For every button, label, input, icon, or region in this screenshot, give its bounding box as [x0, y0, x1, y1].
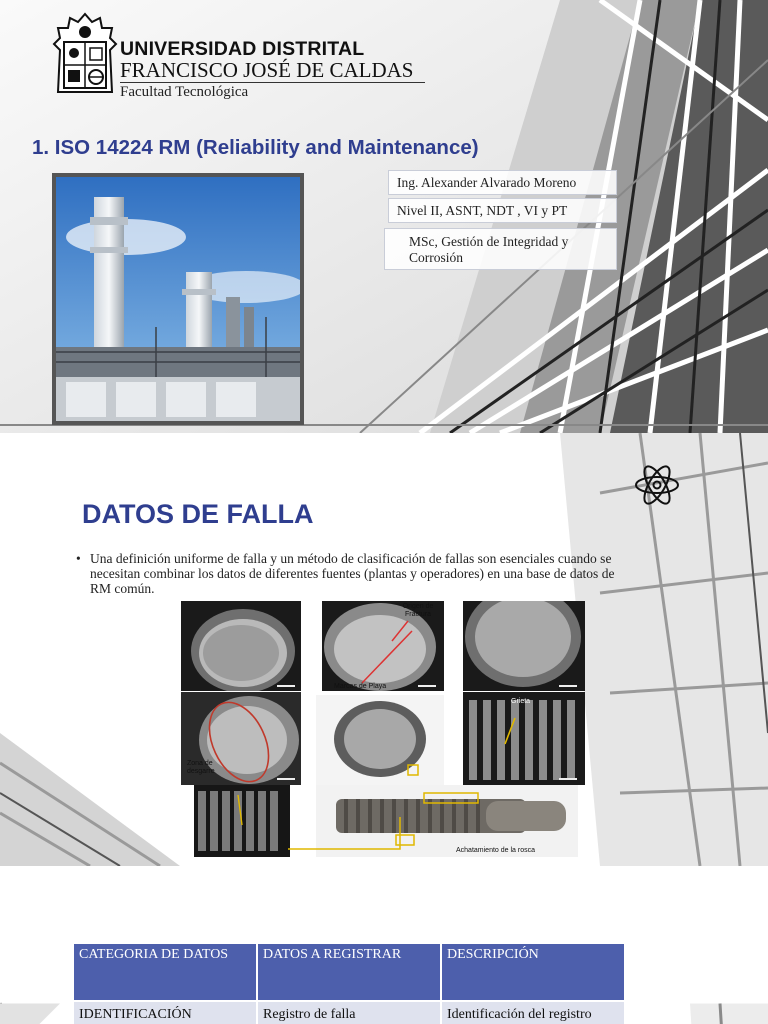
degree-box: MSc, Gestión de Integridad y Corrosión — [384, 228, 617, 270]
table-cell: Registro de falla — [257, 1001, 441, 1024]
university-subname: FRANCISCO JOSÉ DE CALDAS — [120, 58, 414, 82]
bullet-point — [76, 551, 616, 596]
column-header: DATOS A REGISTRAR — [257, 943, 441, 1001]
fracture-photo-1 — [181, 601, 301, 691]
crack-label: Grieta — [511, 698, 531, 705]
slide-2-title: DATOS DE FALLA — [82, 499, 314, 529]
atom-icon — [634, 461, 680, 509]
table-header-row — [73, 943, 625, 1001]
connector-line — [288, 813, 408, 853]
slide-1 — [0, 0, 768, 433]
column-header: CATEGORIA DE DATOS — [73, 943, 257, 1001]
slide-2 — [0, 433, 768, 866]
author-name-box: Ing. Alexander Alvarado Moreno — [388, 170, 617, 195]
bullet-text: Una definición uniforme de falla y un método de clasificación de fallas son esenciales cuando se necesitan combinar los datos de diferentes fuentes (plantas y operadores) en una base de datos de RM común. — [90, 551, 615, 596]
certification-box: Nivel II, ASNT, NDT , VI y PT — [388, 198, 617, 223]
university-name: UNIVERSIDAD DISTRITAL — [120, 38, 365, 60]
thread-flattening-label: Achatamiento de la rosca — [456, 847, 535, 854]
table-row — [73, 1001, 625, 1024]
fracture-photo-2 — [322, 601, 444, 691]
fracture-photo-4 — [181, 692, 301, 785]
origin-label: Origen de Fractura — [402, 603, 434, 618]
column-header: DESCRIPCIÓN — [441, 943, 625, 1001]
university-logo — [52, 12, 414, 100]
slide-3 — [0, 866, 768, 1024]
failure-data-table — [72, 942, 626, 1024]
power-plant-photo — [52, 173, 304, 425]
fracture-photo-6 — [463, 692, 585, 785]
university-crest-icon — [52, 12, 118, 98]
fracture-photo-5 — [316, 695, 444, 785]
beach-marks-label: Marcas de Playa — [334, 683, 387, 690]
fracture-photo-3 — [463, 601, 585, 691]
bullet-dot: • — [76, 551, 81, 566]
logo-divider — [120, 82, 425, 83]
faculty-name: Facultad Tecnológica — [120, 84, 249, 100]
table-cell: Identificación del registro — [441, 1001, 625, 1024]
fracture-photo-7 — [194, 785, 290, 857]
table-cell: IDENTIFICACIÓN — [73, 1001, 257, 1024]
tear-zone-label: Zona de desgarre — [187, 760, 215, 775]
slide-1-title: 1. ISO 14224 RM (Reliability and Maintenance) — [32, 136, 479, 159]
